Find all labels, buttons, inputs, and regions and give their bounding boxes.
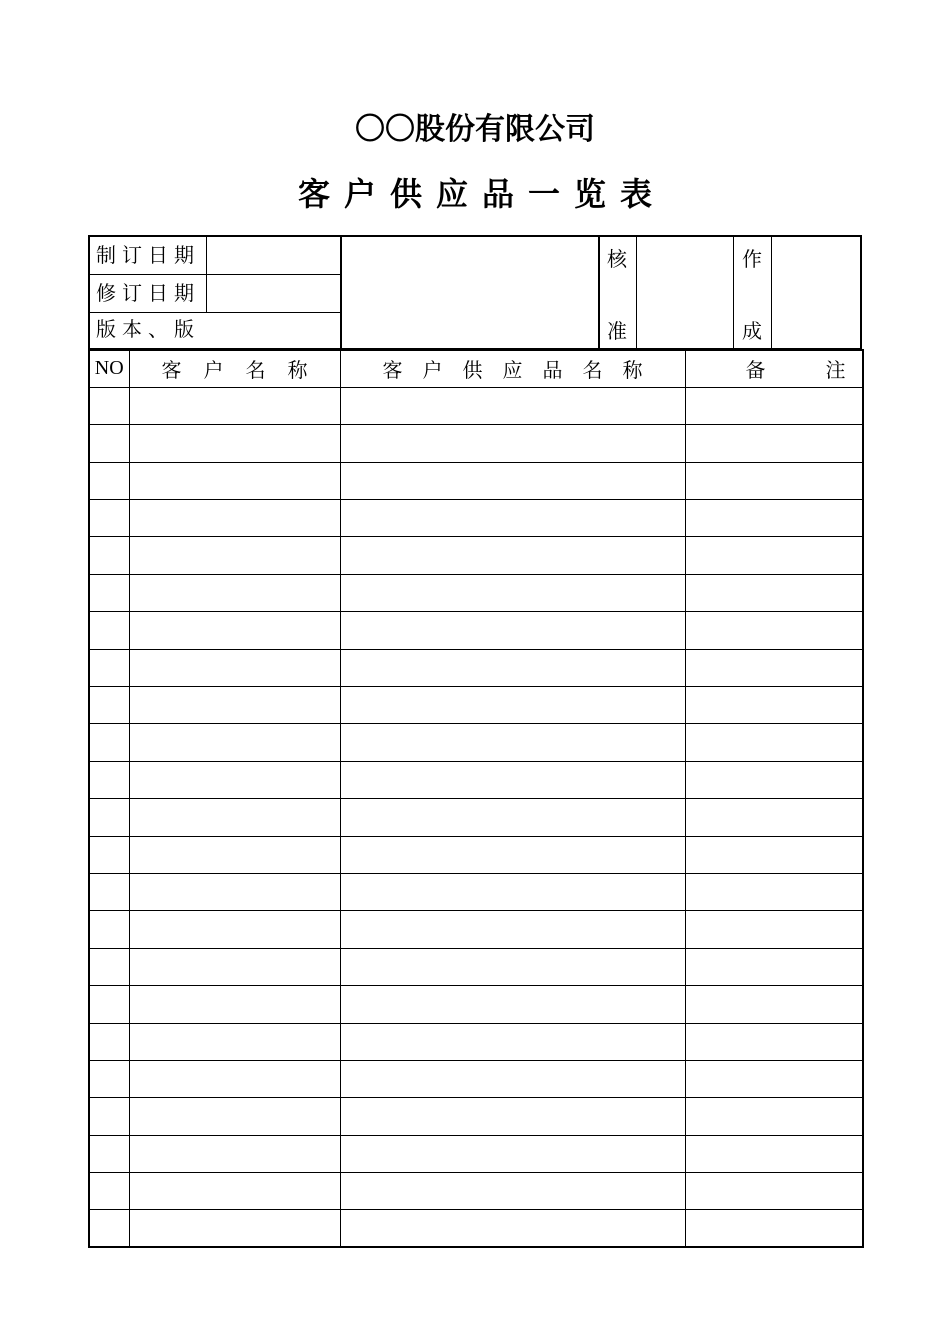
table-cell-remark[interactable] [685, 1173, 863, 1210]
table-cell-customer[interactable] [129, 799, 340, 836]
table-cell-customer[interactable] [129, 387, 340, 424]
table-cell-remark[interactable] [685, 836, 863, 873]
table-row [89, 911, 863, 948]
table-cell-item[interactable] [340, 1023, 685, 1060]
divider [733, 237, 734, 348]
table-cell-item[interactable] [340, 1060, 685, 1097]
column-header-supplied-item-name: 客户供应品名称 [340, 350, 685, 387]
table-cell-customer[interactable] [129, 986, 340, 1023]
divider [340, 237, 342, 348]
table-cell-remark[interactable] [685, 1023, 863, 1060]
table-cell-no[interactable] [89, 687, 129, 724]
divider [598, 237, 600, 348]
table-cell-item[interactable] [340, 799, 685, 836]
table-cell-item[interactable] [340, 724, 685, 761]
table-cell-no[interactable] [89, 574, 129, 611]
table-cell-item[interactable] [340, 649, 685, 686]
table-cell-no[interactable] [89, 1060, 129, 1097]
table-cell-item[interactable] [340, 836, 685, 873]
revised-date-label: 修订日期 [96, 281, 200, 305]
table-body [89, 387, 863, 1247]
table-cell-customer[interactable] [129, 1098, 340, 1135]
table-cell-remark[interactable] [685, 537, 863, 574]
table-row [89, 1060, 863, 1097]
table-cell-customer[interactable] [129, 873, 340, 910]
table-cell-no[interactable] [89, 836, 129, 873]
table-cell-remark[interactable] [685, 1060, 863, 1097]
table-cell-remark[interactable] [685, 649, 863, 686]
table-row [89, 612, 863, 649]
table-cell-remark[interactable] [685, 761, 863, 798]
table-cell-remark[interactable] [685, 799, 863, 836]
table-row [89, 836, 863, 873]
table-cell-item[interactable] [340, 500, 685, 537]
table-cell-no[interactable] [89, 1135, 129, 1172]
table-cell-no[interactable] [89, 724, 129, 761]
table-row [89, 986, 863, 1023]
table-cell-item[interactable] [340, 911, 685, 948]
table-row [89, 1210, 863, 1247]
table-cell-no[interactable] [89, 612, 129, 649]
table-cell-remark[interactable] [685, 387, 863, 424]
table-cell-item[interactable] [340, 1173, 685, 1210]
table-cell-remark[interactable] [685, 1210, 863, 1247]
table-cell-customer[interactable] [129, 687, 340, 724]
table-cell-no[interactable] [89, 537, 129, 574]
table-cell-customer[interactable] [129, 1210, 340, 1247]
table-cell-remark[interactable] [685, 911, 863, 948]
table-cell-no[interactable] [89, 500, 129, 537]
table-cell-item[interactable] [340, 761, 685, 798]
table-cell-no[interactable] [89, 387, 129, 424]
table-cell-customer[interactable] [129, 500, 340, 537]
table-cell-customer[interactable] [129, 724, 340, 761]
table-cell-customer[interactable] [129, 1173, 340, 1210]
table-cell-item[interactable] [340, 1210, 685, 1247]
table-cell-no[interactable] [89, 462, 129, 499]
company-name: 〇〇股份有限公司 [355, 112, 595, 147]
table-cell-item[interactable] [340, 986, 685, 1023]
table-row [89, 1135, 863, 1172]
table-cell-remark[interactable] [685, 574, 863, 611]
table-cell-no[interactable] [89, 1023, 129, 1060]
table-row [89, 948, 863, 985]
version-label: 版本、版 [96, 317, 200, 341]
table-cell-no[interactable] [89, 986, 129, 1023]
table-cell-remark[interactable] [685, 948, 863, 985]
table-cell-customer[interactable] [129, 911, 340, 948]
table-cell-no[interactable] [89, 948, 129, 985]
table-cell-item[interactable] [340, 873, 685, 910]
table-cell-customer[interactable] [129, 649, 340, 686]
table-row [89, 1098, 863, 1135]
approve-label-bottom: 准 [607, 319, 627, 343]
document-title: 客户供应品一览表 [297, 175, 666, 213]
table-cell-item[interactable] [340, 687, 685, 724]
divider [771, 237, 772, 348]
table-row [89, 574, 863, 611]
table-cell-remark[interactable] [685, 873, 863, 910]
table-cell-customer[interactable] [129, 761, 340, 798]
table-row [89, 387, 863, 424]
table-cell-item[interactable] [340, 1135, 685, 1172]
table-cell-customer[interactable] [129, 1060, 340, 1097]
table-cell-item[interactable] [340, 537, 685, 574]
table-row [89, 687, 863, 724]
table-cell-remark[interactable] [685, 1098, 863, 1135]
table-row [89, 761, 863, 798]
table-cell-no[interactable] [89, 425, 129, 462]
table-cell-item[interactable] [340, 425, 685, 462]
column-header-no: NO [89, 350, 129, 387]
table-row [89, 724, 863, 761]
table-cell-remark[interactable] [685, 986, 863, 1023]
table-row [89, 500, 863, 537]
table-cell-customer[interactable] [129, 836, 340, 873]
table-cell-item[interactable] [340, 574, 685, 611]
table-row [89, 1023, 863, 1060]
table-cell-no[interactable] [89, 761, 129, 798]
table-cell-remark[interactable] [685, 425, 863, 462]
table-row [89, 537, 863, 574]
table-row [89, 873, 863, 910]
table-cell-customer[interactable] [129, 425, 340, 462]
table-cell-customer[interactable] [129, 612, 340, 649]
table-cell-customer[interactable] [129, 948, 340, 985]
table-row [89, 462, 863, 499]
column-header-remark: 备注 [685, 350, 863, 387]
table-cell-customer[interactable] [129, 537, 340, 574]
table-cell-remark[interactable] [685, 724, 863, 761]
approve-label-top: 核 [607, 247, 627, 271]
table-cell-remark[interactable] [685, 612, 863, 649]
created-date-label: 制订日期 [96, 243, 200, 267]
table-header-row [89, 350, 863, 387]
table-cell-customer[interactable] [129, 574, 340, 611]
table-cell-remark[interactable] [685, 462, 863, 499]
prepare-label-top: 作 [742, 247, 762, 271]
table-cell-customer[interactable] [129, 1135, 340, 1172]
table-cell-item[interactable] [340, 387, 685, 424]
table-cell-customer[interactable] [129, 1023, 340, 1060]
prepare-label-bottom: 成 [742, 319, 762, 343]
divider [636, 237, 637, 348]
table-cell-no[interactable] [89, 1098, 129, 1135]
table-cell-no[interactable] [89, 799, 129, 836]
table-row [89, 425, 863, 462]
document-info-block [88, 235, 862, 350]
table-cell-customer[interactable] [129, 462, 340, 499]
table-cell-item[interactable] [340, 612, 685, 649]
table-cell-remark[interactable] [685, 500, 863, 537]
table-cell-item[interactable] [340, 1098, 685, 1135]
table-cell-item[interactable] [340, 948, 685, 985]
column-header-customer-name: 客户名称 [129, 350, 340, 387]
table-row [89, 649, 863, 686]
table-cell-no[interactable] [89, 1173, 129, 1210]
divider [90, 274, 341, 275]
customer-supply-table [88, 349, 906, 1248]
divider [90, 312, 341, 313]
table-cell-remark[interactable] [685, 687, 863, 724]
table-row [89, 799, 863, 836]
table-cell-no[interactable] [89, 911, 129, 948]
table-cell-no[interactable] [89, 1210, 129, 1247]
table-cell-item[interactable] [340, 462, 685, 499]
table-cell-no[interactable] [89, 649, 129, 686]
table-cell-remark[interactable] [685, 1135, 863, 1172]
table-row [89, 1173, 863, 1210]
table-cell-no[interactable] [89, 873, 129, 910]
